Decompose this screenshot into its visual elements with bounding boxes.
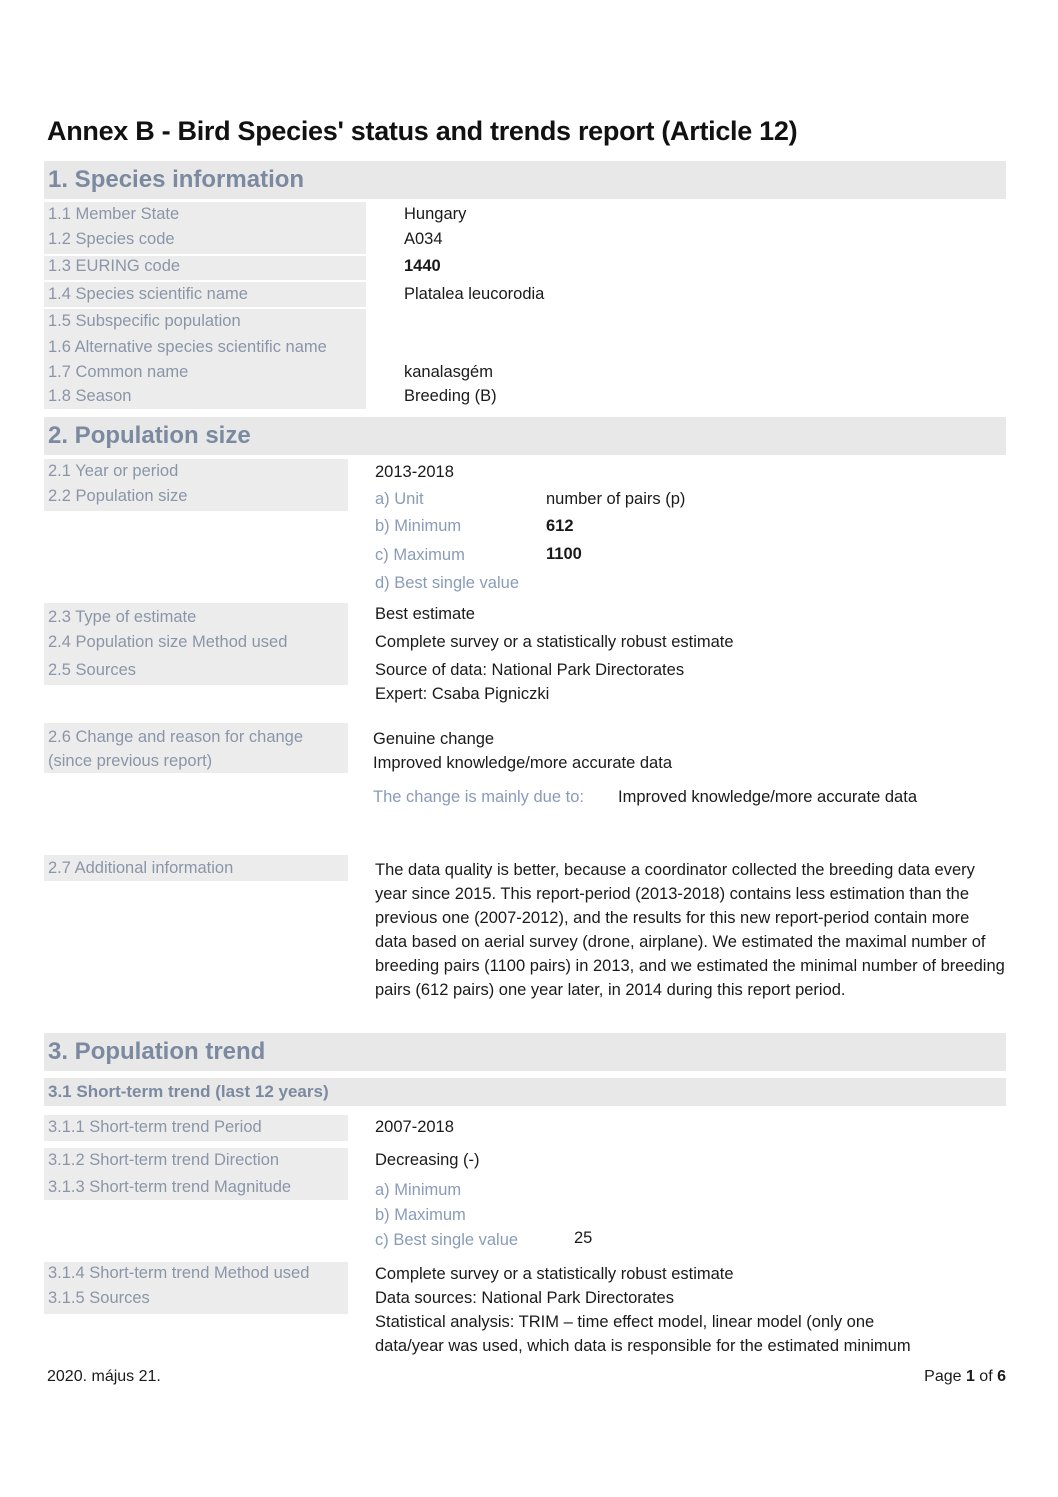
scientific-name-value: Platalea leucorodia	[404, 285, 545, 303]
page-of: of	[974, 1368, 998, 1385]
change-reason-sublabel: (since previous report)	[48, 752, 213, 770]
scientific-name-label: 1.4 Species scientific name	[48, 285, 248, 303]
subsection-heading-short-term-trend: 3.1 Short-term trend (last 12 years)	[44, 1078, 1006, 1106]
type-of-estimate-value: Best estimate	[375, 605, 475, 623]
trend-direction-value: Decreasing (-)	[375, 1151, 480, 1169]
trend-method-value: Complete survey or a statistically robust estimate	[375, 1265, 734, 1283]
trend-magnitude-label: 3.1.3 Short-term trend Magnitude	[48, 1178, 292, 1196]
change-reason-value: Improved knowledge/more accurate data	[373, 754, 672, 772]
trend-best-value-label: c) Best single value	[375, 1231, 519, 1249]
trend-period-label: 3.1.1 Short-term trend Period	[48, 1118, 262, 1136]
alternative-name-label: 1.6 Alternative species scientific name	[48, 338, 327, 356]
trend-best-value: 25	[574, 1229, 593, 1247]
minimum-label: b) Minimum	[375, 517, 462, 535]
change-due-label: The change is mainly due to:	[373, 788, 584, 806]
common-name-label: 1.7 Common name	[48, 363, 189, 381]
page-total: 6	[997, 1368, 1006, 1385]
trend-maximum-label: b) Maximum	[375, 1206, 466, 1224]
common-name-value: kanalasgém	[404, 363, 493, 381]
type-of-estimate-label: 2.3 Type of estimate	[48, 608, 197, 626]
trend-sources-label: 3.1.5 Sources	[48, 1289, 150, 1307]
unit-label: a) Unit	[375, 490, 424, 508]
page-title: Annex B - Bird Species' status and trends report (Article 12)	[47, 116, 798, 146]
member-state-label: 1.1 Member State	[48, 205, 180, 223]
season-label: 1.8 Season	[48, 387, 132, 405]
change-due-value: Improved knowledge/more accurate data	[618, 788, 917, 806]
change-value: Genuine change	[373, 730, 495, 748]
additional-info-value: The data quality is better, because a coordinator collected the breeding data every year since 2015. This report-period (2013-2018) contains less estimation than the previous one (2007-2012), and the results for this new report-period contain more data based on aerial survey (drone, airplane). We estimated the maximal number of breeding pairs (1100 pairs) in 2013, and we estimated the minimal number of breeding pairs (612 pairs) one year later, in 2014 during this report period.	[375, 861, 1005, 999]
trend-statistical-analysis-value: Statistical analysis: TRIM – time effect model, linear model (only one	[375, 1313, 875, 1331]
minimum-value: 612	[546, 517, 574, 535]
trend-method-label: 3.1.4 Short-term trend Method used	[48, 1264, 310, 1282]
species-code-value: A034	[404, 230, 443, 248]
trend-direction-label: 3.1.2 Short-term trend Direction	[48, 1151, 280, 1169]
subspecific-population-label: 1.5 Subspecific population	[48, 312, 241, 330]
trend-period-value: 2007-2018	[375, 1118, 454, 1136]
sources-value: Source of data: National Park Directorates	[375, 661, 685, 679]
year-period-label: 2.1 Year or period	[48, 462, 179, 480]
change-reason-label: 2.6 Change and reason for change	[48, 728, 304, 746]
page-prefix: Page	[924, 1368, 966, 1385]
page-number	[924, 1368, 1006, 1386]
trend-sources-value: Data sources: National Park Directorates	[375, 1289, 674, 1307]
maximum-label: c) Maximum	[375, 546, 465, 564]
size-method-value: Complete survey or a statistically robust estimate	[375, 633, 734, 651]
trend-minimum-label: a) Minimum	[375, 1181, 462, 1199]
species-code-label: 1.2 Species code	[48, 230, 175, 248]
section-heading-population-size: 2. Population size	[44, 417, 1006, 455]
section-heading-population-trend: 3. Population trend	[44, 1033, 1006, 1071]
additional-info-label: 2.7 Additional information	[48, 859, 234, 877]
population-size-label: 2.2 Population size	[48, 487, 188, 505]
footer-date: 2020. május 21.	[47, 1368, 161, 1385]
trend-statistical-analysis-value-cont: data/year was used, which data is responsible for the estimated minimum	[375, 1337, 911, 1355]
member-state-value: Hungary	[404, 205, 467, 223]
sources-label: 2.5 Sources	[48, 661, 137, 679]
euring-code-value: 1440	[404, 257, 441, 275]
year-period-value: 2013-2018	[375, 463, 454, 481]
section-heading-species-information: 1. Species information	[44, 161, 1006, 199]
best-single-value-label: d) Best single value	[375, 574, 519, 592]
sources-expert-value: Expert: Csaba Pigniczki	[375, 685, 550, 703]
euring-code-label: 1.3 EURING code	[48, 257, 181, 275]
size-method-label: 2.4 Population size Method used	[48, 633, 288, 651]
maximum-value: 1100	[546, 545, 582, 563]
page-current: 1	[965, 1368, 975, 1385]
unit-value: number of pairs (p)	[546, 490, 686, 508]
season-value: Breeding (B)	[404, 387, 497, 405]
